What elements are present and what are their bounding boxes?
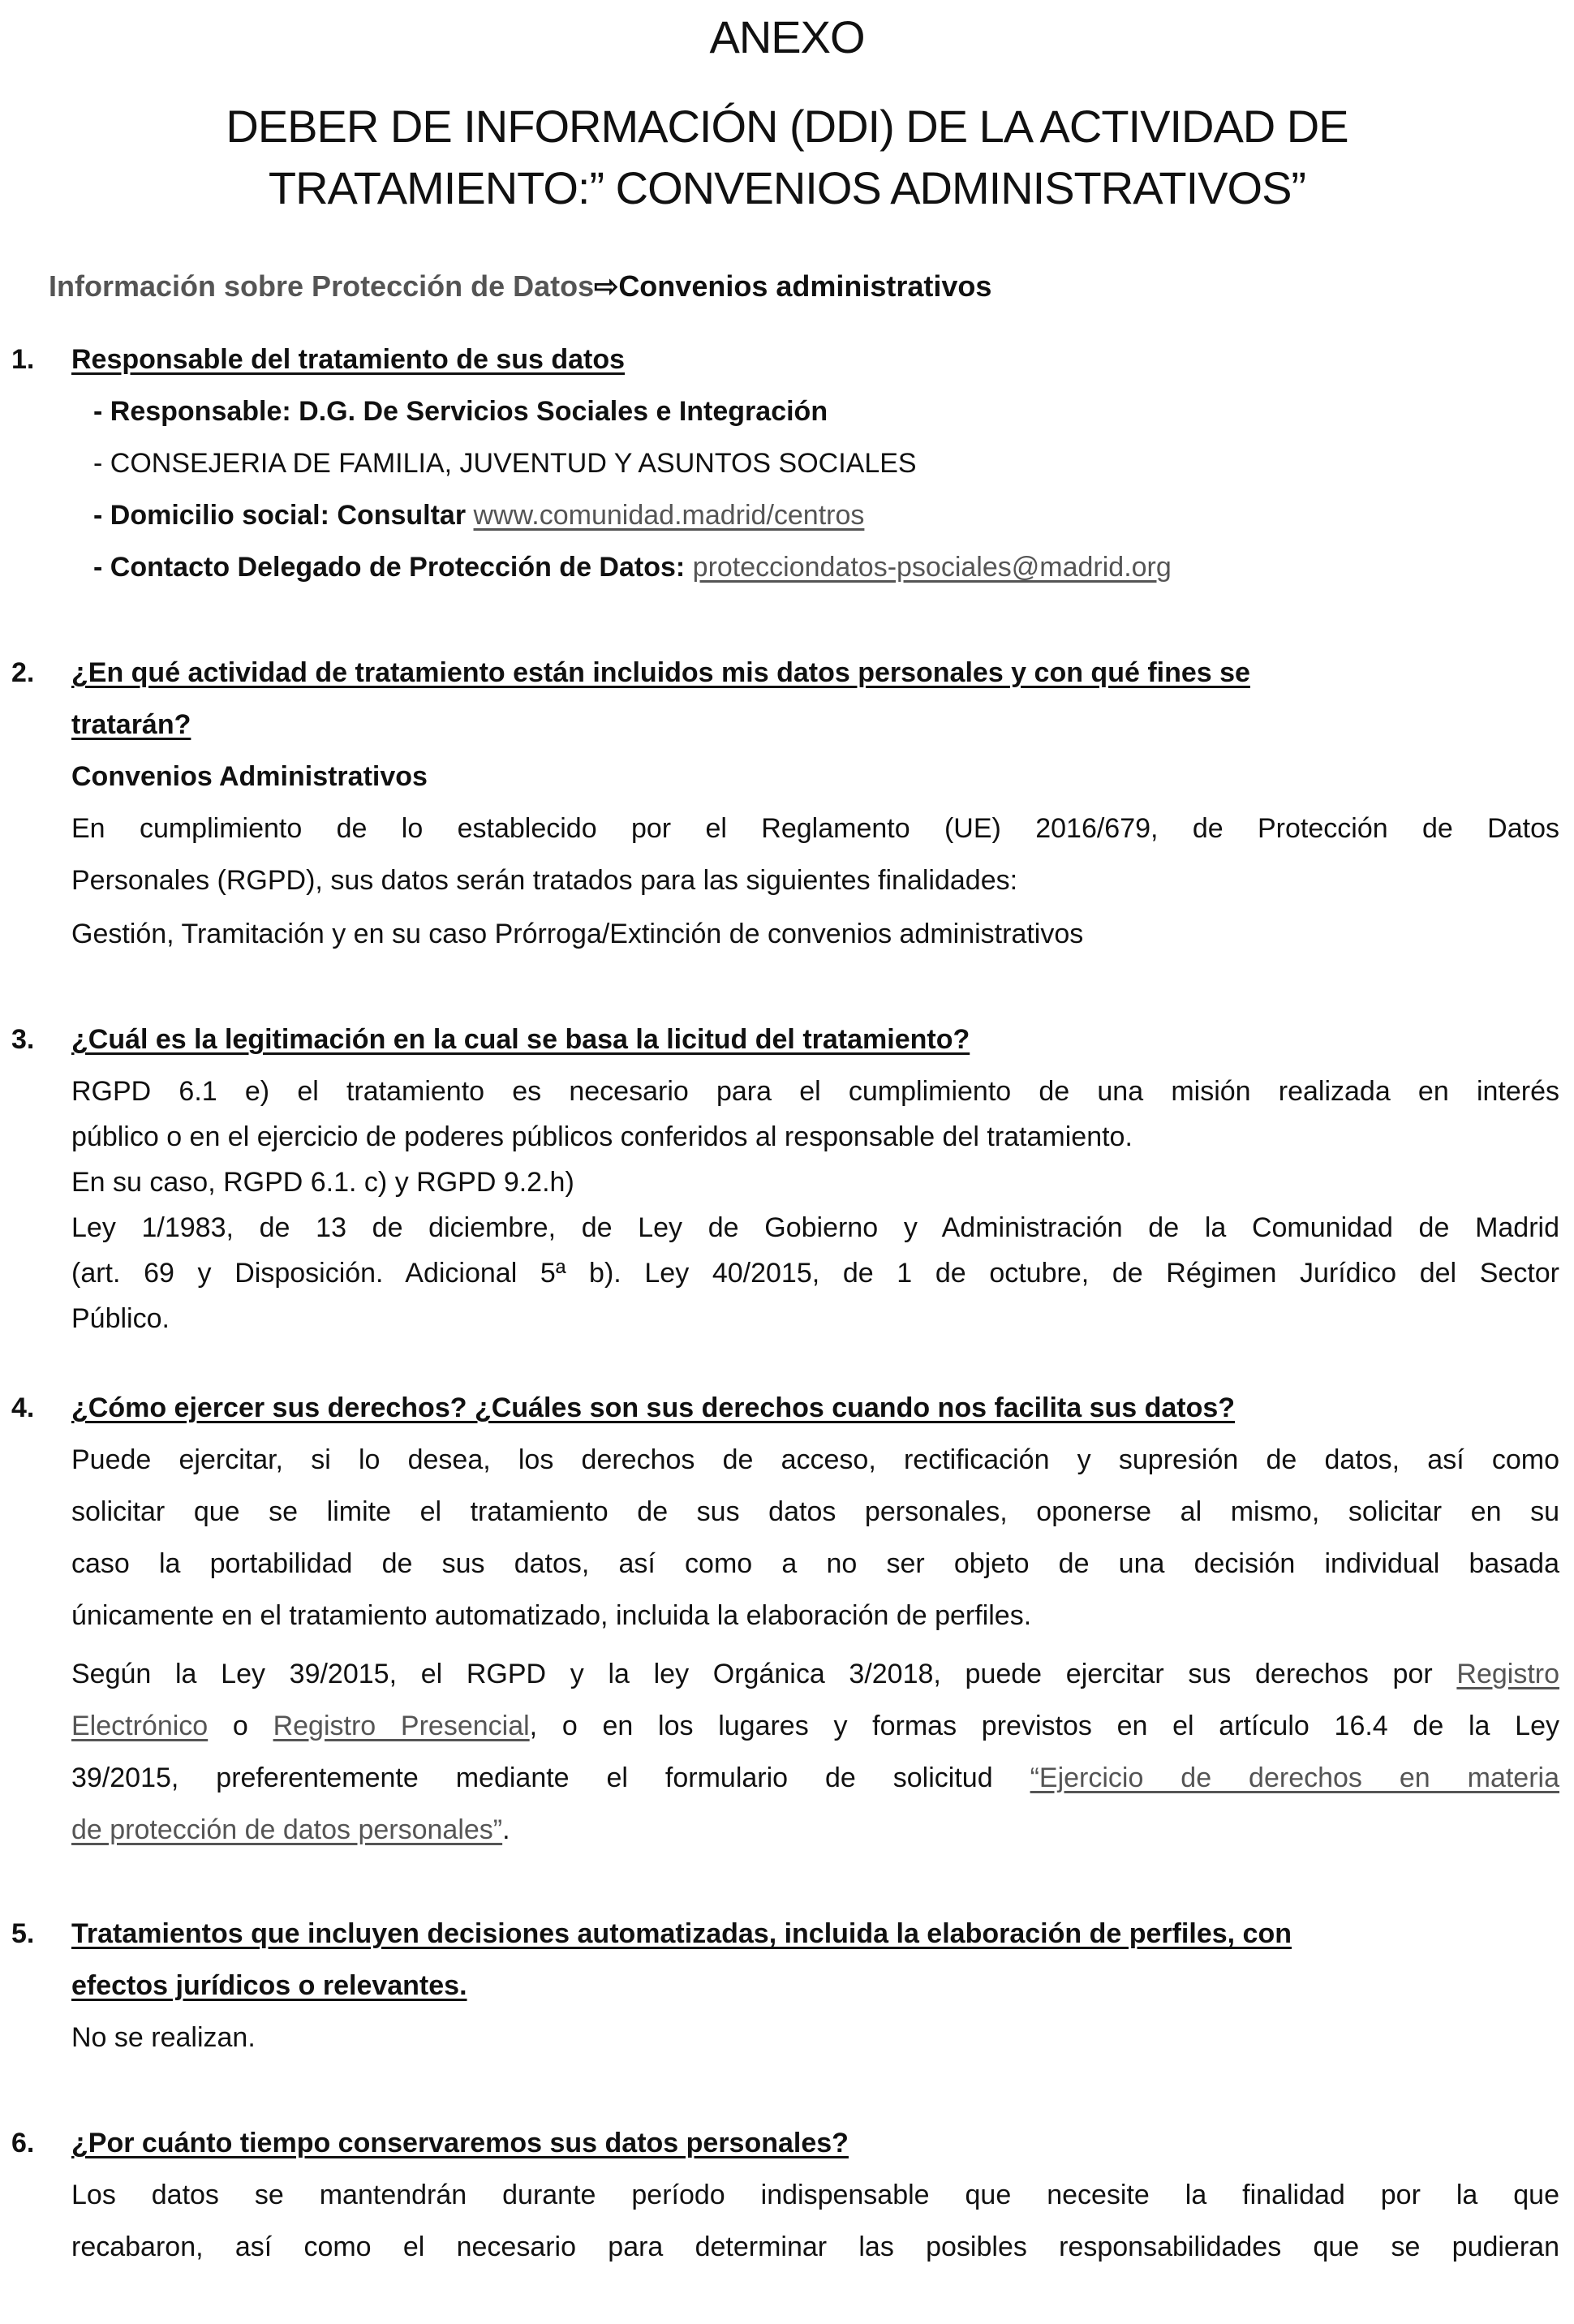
- section-heading: ¿Cuál es la legitimación en la cual se basa la licitud del tratamiento?: [71, 1024, 970, 1055]
- body-line: RGPD 6.1 e) el tratamiento es necesario para el cumplimiento de una misión realizada en interés: [71, 1076, 1559, 1107]
- body-text: , o en los lugares y formas previstos en el artículo 16.4 de la Ley: [529, 1711, 1559, 1741]
- email-link[interactable]: protecciondatos-psociales@madrid.org: [692, 552, 1172, 583]
- domicilio-label: - Domicilio social: Consultar: [93, 500, 474, 531]
- body-line: Público.: [71, 1303, 170, 1334]
- contacto-label: - Contacto Delegado de Protección de Datos:: [93, 552, 693, 583]
- section-heading: ¿En qué actividad de tratamiento están incluidos mis datos personales y con qué fines se: [71, 657, 1250, 688]
- body-line: Los datos se mantendrán durante período indispensable que necesite la finalidad por la que: [71, 2180, 1559, 2210]
- body-line: [71, 1804, 1559, 1856]
- section-heading-cont: tratarán?: [71, 709, 191, 740]
- section-number: 3.: [11, 1024, 35, 1055]
- formulario-link[interactable]: de protección de datos personales”: [71, 1814, 503, 1845]
- section-heading: Responsable del tratamiento de sus datos: [71, 344, 626, 375]
- body-line: Personales (RGPD), sus datos serán tratados para las siguientes finalidades:: [71, 865, 1018, 896]
- info-suffix: Convenios administrativos: [618, 269, 992, 303]
- body-line: Gestión, Tramitación y en su caso Prórroga/Extinción de convenios administrativos: [71, 919, 1084, 949]
- arrow-right-icon: ⇨: [594, 269, 619, 303]
- body-text: Según la Ley 39/2015, el RGPD y la ley Orgánica 3/2018, puede ejercitar sus derechos por: [71, 1659, 1457, 1689]
- body-line: recabaron, así como el necesario para determinar las posibles responsabilidades que se pudieran: [71, 2231, 1559, 2262]
- body-line: (art. 69 y Disposición. Adicional 5ª b). Ley 40/2015, de 1 de octubre, de Régimen Jurídico del Sector: [71, 1258, 1559, 1289]
- section-subheading: Convenios Administrativos: [71, 761, 428, 792]
- document-subtitle-line2: TRATAMIENTO:” CONVENIOS ADMINISTRATIVOS”: [268, 162, 1306, 213]
- body-line: Puede ejercitar, si lo desea, los derechos de acceso, rectificación y supresión de datos, así como: [71, 1444, 1559, 1475]
- section-heading: Tratamientos que incluyen decisiones automatizadas, incluida la elaboración de perfiles, con: [71, 1918, 1292, 1949]
- consejeria-item: - CONSEJERIA DE FAMILIA, JUVENTUD Y ASUNTOS SOCIALES: [93, 448, 917, 479]
- section-number: 4.: [11, 1392, 35, 1423]
- body-line: caso la portabilidad de sus datos, así como a no ser objeto de una decisión individual basada: [71, 1548, 1559, 1579]
- section-heading: ¿Cómo ejercer sus derechos? ¿Cuáles son sus derechos cuando nos facilita sus datos?: [71, 1392, 1236, 1423]
- registro-electronico-link[interactable]: Registro: [1456, 1659, 1559, 1689]
- section-number: 6.: [11, 2128, 35, 2158]
- body-line: No se realizan.: [71, 2022, 256, 2053]
- section-number: 2.: [11, 657, 35, 688]
- body-text: o: [208, 1711, 273, 1741]
- body-line: únicamente en el tratamiento automatizado, incluida la elaboración de perfiles.: [71, 1600, 1032, 1631]
- body-line: Ley 1/1983, de 13 de diciembre, de Ley de Gobierno y Administración de la Comunidad de Madrid: [71, 1212, 1559, 1243]
- body-line: [71, 1700, 1559, 1752]
- page-title: ANEXO: [709, 11, 865, 62]
- body-text: 39/2015, preferentemente mediante el formulario de solicitud: [71, 1762, 1030, 1793]
- body-line: En su caso, RGPD 6.1. c) y RGPD 9.2.h): [71, 1167, 574, 1198]
- registro-electronico-link[interactable]: Electrónico: [71, 1711, 209, 1741]
- info-prefix: Información sobre Protección de Datos: [49, 269, 595, 303]
- domicilio-item: [93, 489, 1574, 541]
- info-heading: [49, 268, 991, 305]
- section-heading: ¿Por cuánto tiempo conservaremos sus datos personales?: [71, 2128, 849, 2158]
- body-line: En cumplimiento de lo establecido por el Reglamento (UE) 2016/679, de Protección de Datos: [71, 813, 1559, 844]
- formulario-link[interactable]: “Ejercicio de derechos en materia: [1030, 1762, 1559, 1793]
- document-subtitle-line1: DEBER DE INFORMACIÓN (DDI) DE LA ACTIVIDAD DE: [226, 101, 1348, 152]
- body-line: público o en el ejercicio de poderes públicos conferidos al responsable del tratamiento.: [71, 1121, 1133, 1152]
- responsable-item: - Responsable: D.G. De Servicios Sociales e Integración: [93, 396, 828, 427]
- body-line: solicitar que se limite el tratamiento de sus datos personales, oponerse al mismo, solicitar en su: [71, 1496, 1559, 1527]
- body-line: [71, 1648, 1559, 1700]
- section-heading-cont: efectos jurídicos o relevantes.: [71, 1970, 467, 2001]
- centros-link[interactable]: www.comunidad.madrid/centros: [473, 500, 865, 531]
- contacto-item: [93, 541, 1574, 593]
- section-number: 1.: [11, 344, 35, 375]
- section-number: 5.: [11, 1918, 35, 1949]
- body-text: .: [502, 1814, 510, 1845]
- body-line: [71, 1752, 1559, 1804]
- registro-presencial-link[interactable]: Registro Presencial: [273, 1711, 530, 1741]
